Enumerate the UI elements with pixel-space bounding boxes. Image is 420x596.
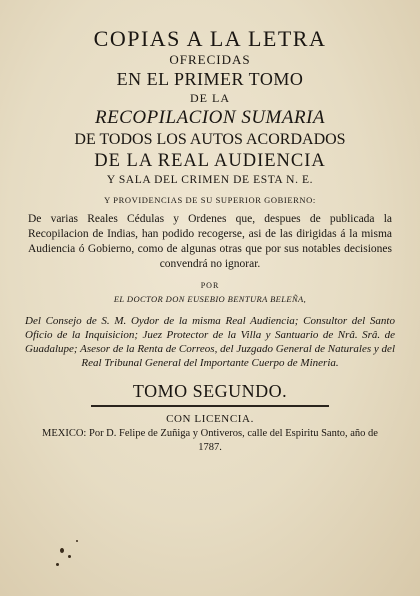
title-line-7: DE LA REAL AUDIENCIA xyxy=(94,151,326,171)
author-name: EL DOCTOR DON EUSEBIO BENTURA BELEÑA, xyxy=(113,294,307,304)
author-titles: Del Consejo de S. M. Oydor de la misma Real Audiencia; Consultor del Santo Oficio de la Inquisicion; Juez Protector de la Villa y Santuario de Nrâ. Srâ. de Guadalupe; Asesor de la Renta de Correos, del Juzgado General de Naturales y del Real Tribunal General del Importante Cuerpo de Mineria. xyxy=(25,315,395,369)
title-line-3: EN EL PRIMER TOMO xyxy=(116,69,304,89)
divider-rule xyxy=(91,405,329,407)
imprint: MEXICO: Por D. Felipe de Zuñiga y Ontiveros, calle del Espiritu Santo, año de 1787. xyxy=(42,427,378,453)
title-line-9: Y PROVIDENCIAS DE SU SUPERIOR GOBIERNO: xyxy=(104,195,316,205)
volume-label: TOMO SEGUNDO. xyxy=(132,381,288,401)
ink-spot xyxy=(68,555,71,558)
description-paragraph: De varias Reales Cédulas y Ordenes que, despues de publicada la Recopilacion de Indias, han podido recogerse, asi de las dirigidas á la misma Audiencia ó Gobierno, como de algunas otras que por sus notables decisiones convendrá no ignorar. xyxy=(28,213,392,270)
license-label: CON LICENCIA. xyxy=(166,412,254,425)
por-label: POR xyxy=(200,281,220,290)
title-line-8: Y SALA DEL CRIMEN DE ESTA N. E. xyxy=(106,174,314,186)
title-line-4: DE LA xyxy=(190,91,230,105)
ink-spot xyxy=(76,540,78,542)
title-line-5: RECOPILACION SUMARIA xyxy=(94,107,326,128)
ink-spot xyxy=(56,563,59,566)
ink-spot xyxy=(60,548,64,553)
title-line-1: COPIAS A LA LETRA xyxy=(93,26,327,51)
title-line-2: OFRECIDAS xyxy=(169,52,251,67)
title-line-6: DE TODOS LOS AUTOS ACORDADOS xyxy=(74,131,346,148)
